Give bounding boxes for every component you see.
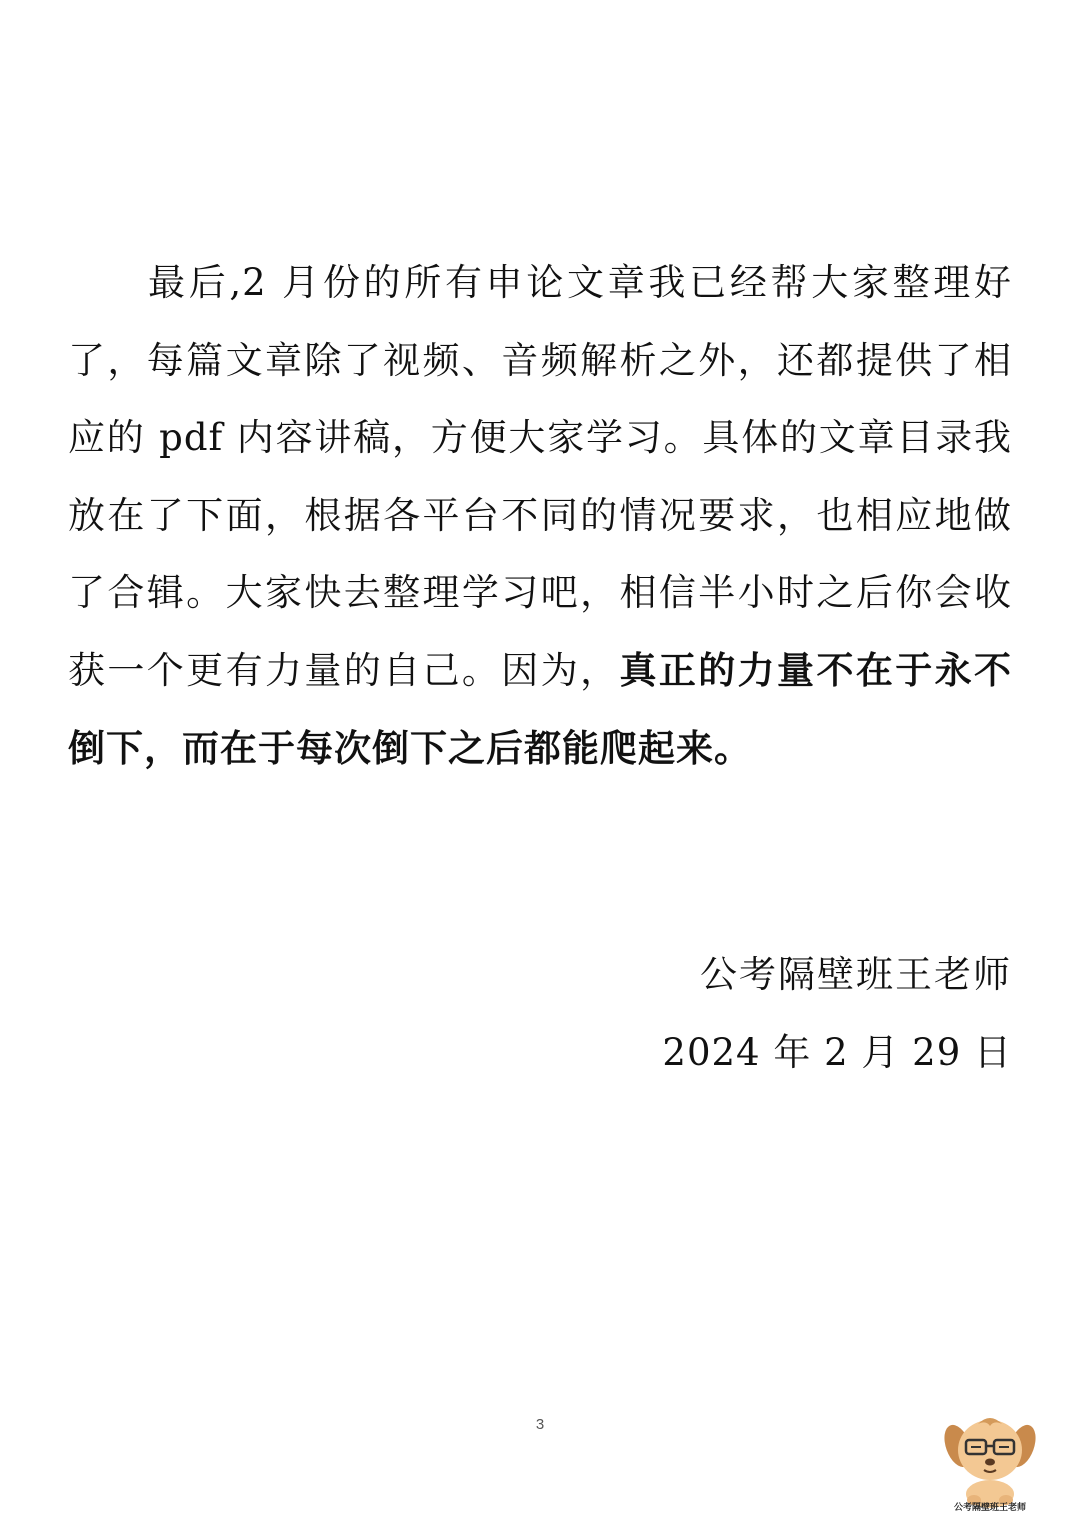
document-date: 2024 年 2 月 29 日	[662, 1031, 1012, 1074]
watermark-caption: 公考隔壁班王老师	[953, 1503, 1026, 1513]
body-text-normal: 最后,2 月份的所有申论文章我已经帮大家整理好了，每篇文章除了视频、音频解析之外，还都提供了相应的 pdf 内容讲稿，方便大家学习。具体的文章目录我放在了下面，根据各平台不同的情况要求，也相应地做了合辑。大家快去整理学习吧，相信半小时之后你会收获一个更有力量的自己。因为，	[68, 261, 1012, 692]
page-number: 3	[535, 1416, 545, 1433]
author-signature: 公考隔壁班王老师	[700, 953, 1012, 996]
body-paragraph	[68, 244, 1012, 787]
body-text-emphasis: 真正的力量不在于永不倒下，而在于每次倒下之后都能爬起来。	[68, 648, 1013, 770]
